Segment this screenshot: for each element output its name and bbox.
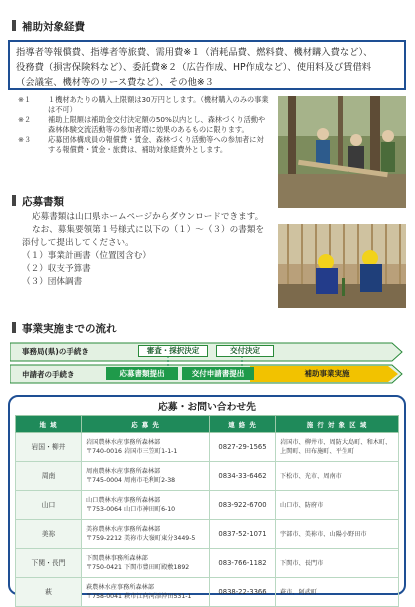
cell-area: 下関市、長門市 (276, 549, 399, 578)
table-row (16, 549, 399, 578)
cell-area: 下松市、光市、周南市 (276, 462, 399, 491)
header-region: 地 域 (16, 416, 82, 433)
header-contact: 連 絡 先 (210, 416, 276, 433)
section-marker (12, 322, 16, 333)
note-2: ※２ 補助上限額は補助金交付決定額の50%以内とし、森林づくり活動や森林体験交流活動等の参加者増に効果のあるものに限ります。 (18, 115, 266, 134)
expense-line-1: 指導者等報償費、指導者等旅費、需用費※１（消耗品費、燃料費、機材購入費など）、 (16, 47, 373, 58)
contact-table (15, 415, 399, 607)
contact-table-header (16, 416, 399, 433)
section-title-flow: 事業実施までの流れ (12, 321, 117, 336)
cell-area: 山口市、防府市 (276, 491, 399, 520)
step-submit-grant-application: 交付申請書提出 (182, 367, 254, 380)
expense-notes (18, 95, 270, 155)
cell-office: 美祢農林水産事務所森林部 〒759-2212 美祢市大嶺町東分3449-5 (82, 520, 210, 549)
table-row (16, 491, 399, 520)
documents-item-2: （２）収支予算書 (22, 264, 91, 274)
cell-region: 萩 (16, 578, 82, 607)
cell-region: 周南 (16, 462, 82, 491)
cell-region: 下関・長門 (16, 549, 82, 578)
table-row (16, 520, 399, 549)
cell-tel: 0827-29-1565 (210, 433, 276, 462)
documents-para-1: 応募書類は山口県ホームページからダウンロードできます。 (32, 212, 264, 222)
cell-region: 美祢 (16, 520, 82, 549)
documents-body (22, 211, 272, 289)
expense-items-box (8, 40, 406, 90)
cell-office: 岩国農林水産事務所森林部 〒740-0016 岩国市三笠町1-1-1 (82, 433, 210, 462)
cell-region: 岩国・柳井 (16, 433, 82, 462)
cell-office: 下関農林事務所森林部 〒750-0421 下関市豊田町殿敷1892 (82, 549, 210, 578)
note-3: ※３ 応募団体構成員の報償費・賃金、森林づくり活動等への参加者に対する報償費・賃金・旅費は、補助対象経費外とします。 (18, 135, 264, 154)
cell-tel: 083-922-6700 (210, 491, 276, 520)
cell-area: 宇部市、美祢市、山陽小野田市 (276, 520, 399, 549)
cell-tel: 0838-22-3366 (210, 578, 276, 607)
cell-office: 周南農林水産事務所森林部 〒745-0004 周南市毛利町2-38 (82, 462, 210, 491)
cell-tel: 0837-52-1071 (210, 520, 276, 549)
documents-para-2: なお、募集要領第１号様式に以下の（１）～（３）の書類を添付して提出してください。 (22, 225, 265, 248)
contact-panel (8, 395, 406, 600)
section-title-documents: 応募書類 (12, 194, 64, 209)
header-office: 応 募 先 (82, 416, 210, 433)
expense-line-3: （会議室、機材等のリース費など）、その他※３ (16, 77, 214, 88)
section-title-expenses: 補助対象経費 (12, 19, 85, 34)
cell-office: 萩農林水産事務所森林部 〒758-0041 萩市江向河添沖田531-1 (82, 578, 210, 607)
cell-area: 萩市、阿武町 (276, 578, 399, 607)
cell-tel: 0834-33-6462 (210, 462, 276, 491)
cell-region: 山口 (16, 491, 82, 520)
step-implementation: 補助事業実施 (304, 369, 350, 378)
cell-office: 山口農林水産事務所森林部 〒753-0064 山口市神田町6-10 (82, 491, 210, 520)
lane-label-office: 事務局(県)の手続き (22, 347, 89, 356)
expense-line-2: 役務費（損害保険料など）、委託費※２（広告作成、HP作成など）、使用料及び賃借料 (16, 62, 372, 73)
documents-item-1: （１）事業計画書（位置図含む） (22, 251, 151, 261)
table-row (16, 578, 399, 607)
step-review: 審査・採択決定 (138, 345, 208, 357)
step-grant-decision: 交付決定 (216, 345, 274, 357)
section-marker (12, 20, 16, 31)
cell-tel: 083-766-1182 (210, 549, 276, 578)
documents-item-3: （３）団体調書 (22, 277, 83, 287)
step-submit-application: 応募書類提出 (106, 367, 178, 380)
photo-children-planting (278, 224, 406, 308)
table-row (16, 433, 399, 462)
header-area: 施 行 対 象 区 域 (276, 416, 399, 433)
photo-forest-work (278, 96, 406, 208)
table-row (16, 462, 399, 491)
cell-area: 岩国市、柳井市、周防大島町、和木町、上関町、田布施町、平生町 (276, 433, 399, 462)
section-marker (12, 195, 16, 206)
contact-title: 応募・お問い合わせ先 (158, 402, 256, 413)
flow-diagram (10, 340, 405, 386)
lane-label-applicant: 申請者の手続き (22, 370, 75, 379)
note-1: ※１ １機材あたりの購入上限額は30万円とします。（機材購入のみの事業は不可） (18, 95, 269, 114)
